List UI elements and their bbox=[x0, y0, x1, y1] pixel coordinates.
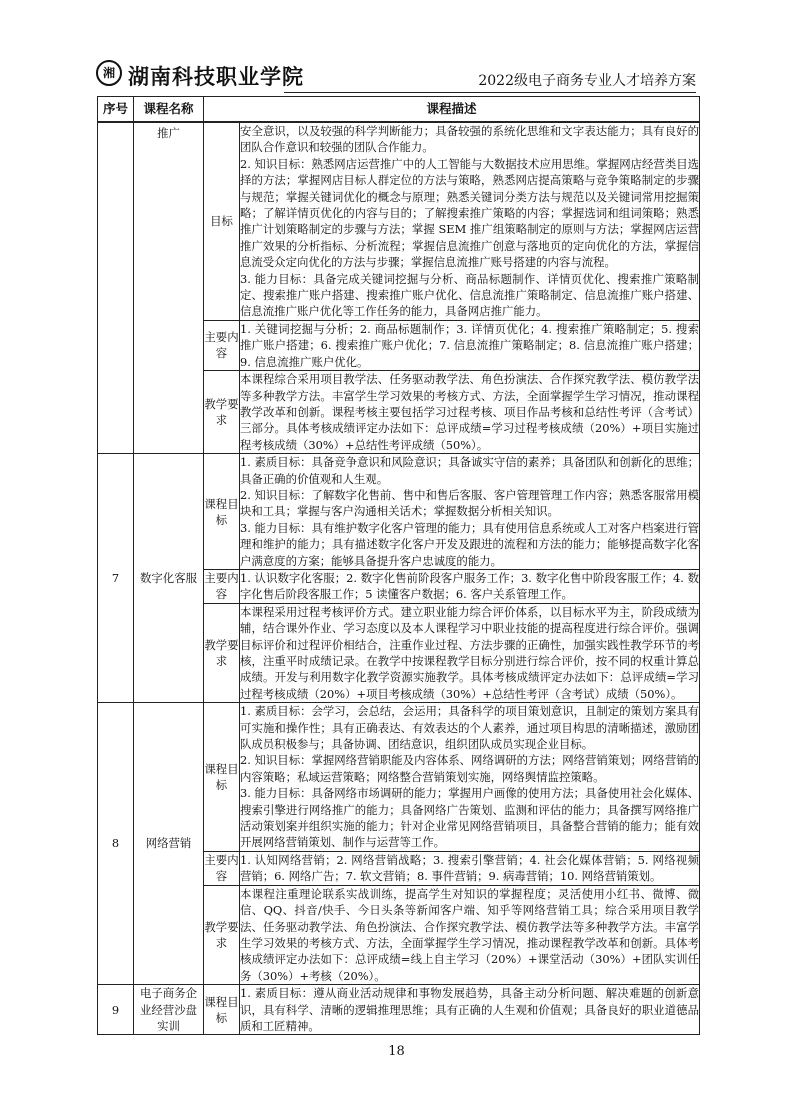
course-name: 电子商务企业经营沙盘实训 bbox=[140, 986, 197, 1033]
section-label: 课程目标 bbox=[204, 454, 240, 570]
course-number: 8 bbox=[98, 703, 134, 985]
document-title: 2022级电子商务专业人才培养方案 bbox=[478, 73, 696, 89]
table-row bbox=[98, 454, 700, 570]
description-paragraph: 1. 素质目标：具备竞争意识和风险意识；具备诚实守信的素养；具备团队和创新化的思维；具备正确的价值观和人生观。 bbox=[240, 455, 700, 486]
description-paragraph: 3. 能力目标：具备网络市场调研的能力；掌握用户画像的使用方法；具备使用社会化媒体、搜索引擎进行网络推广的能力；具备网络广告策划、监测和评估的能力；具备撰写网络推广活动策划案并组织实施的能力；针对企业常见网络营销项目，具备整合营销的能力；能有效开展网络营销策划、制作与运营等工作。 bbox=[240, 786, 700, 850]
description-paragraph: 本课程采用过程考核评价方式。建立职业能力综合评价体系，以目标水平为主，阶段成绩为辅，结合课外作业、学习态度以及本人课程学习中职业技能的提高程度进行综合评价。强调目标评价和过程评价相结合，注重作业过程、方法步骤的正确性，加强实践性教学环节的考核，注重平时成绩记录。在教学中按课程教学目标分别进行综合评价，按不同的权重计算总成绩。开发与利用数字化教学资源实施教学。具体考核成绩评定办法如下：总评成绩=学习过程考核成绩（20%）+项目考核成绩（30%）+总结性考评（含考试）成绩（50%）。 bbox=[240, 604, 700, 701]
header-description: 课程描述 bbox=[204, 97, 700, 123]
description-paragraph: 3. 能力目标：具有维护数字化客户管理的能力；具有使用信息系统或人工对客户档案进行管理和维护的能力；具有描述数字化客户开发及跟进的流程和方法的能力；能够提高数字化客户满意度的方案；能够具备提升客户忠诚度的能力。 bbox=[240, 520, 700, 568]
section-description bbox=[240, 371, 700, 454]
table-row bbox=[98, 703, 700, 852]
section-label: 教学要求 bbox=[204, 603, 240, 702]
course-name-cell bbox=[134, 122, 204, 454]
section-description bbox=[240, 885, 700, 984]
section-label: 主要内容 bbox=[204, 571, 239, 602]
section-description bbox=[240, 320, 700, 370]
description-paragraph: 1. 素质目标：会学习，会总结，会运用；具备科学的项目策划意识，且制定的策划方案具有可实施和操作性；具有正确表达、有效表达的个人素养，通过项目构思的清晰描述，激励团队成员积极参与；具备协调、团结意识，组织团队成员实现企业目标。 bbox=[240, 704, 700, 752]
school-name: 湖南科技职业学院 bbox=[128, 64, 304, 89]
course-table bbox=[97, 96, 700, 1035]
page-number: 18 bbox=[388, 1044, 405, 1059]
course-name: 数字化客服 bbox=[140, 570, 197, 585]
course-name-cell bbox=[134, 454, 204, 703]
section-label: 主要内容 bbox=[204, 320, 240, 370]
description-paragraph: 1. 素质目标：遵从商业活动规律和事物发展趋势，具备主动分析问题、解决难题的创新意识，具有科学、清晰的逻辑推理思维；具有正确的人生观和价值观；具备良好的职业道德品质和工匠精神。 bbox=[240, 986, 700, 1033]
section-description bbox=[240, 603, 700, 702]
section-label: 目标 bbox=[204, 122, 240, 320]
description-paragraph: 本课程综合采用项目教学法、任务驱动教学法、角色扮演法、合作探究教学法、模仿教学法等多种教学方法。丰富学生学习效果的考核方式、方法，全面掌握学生学习情况，推动课程教学改革和创新。课程考核主要包括学习过程考核、项目作品考核和总结性考评（含考试）三部分。具体考核成绩评定办法如下：总评成绩=学习过程考核成绩（20%）+项目实施过程考核成绩（30%）+总结性考评成绩（50%）。 bbox=[240, 372, 700, 452]
section-label: 教学要求 bbox=[204, 885, 240, 984]
description-paragraph: 本课程注重理论联系实战训练，提高学生对知识的掌握程度；灵活使用小红书、微博、微信、QQ、抖音/快手、今日头条等新闻客户端、知乎等网络营销工具；综合采用项目教学法、任务驱动教学法、角色扮演法、合作探究教学法、模仿教学法等多种教学方法。丰富学生学习效果的考核方式、方法，全面掌握学生学习情况，推动课程教学改革和创新。具体考核成绩评定办法如下：总评成绩=线上自主学习（20%）+课堂活动（30%）+团队实训任务（30%）+考核（20%）。 bbox=[240, 886, 700, 983]
table-row bbox=[98, 122, 700, 320]
section-description bbox=[240, 569, 700, 603]
section-description bbox=[240, 851, 700, 885]
header-course-name: 课程名称 bbox=[134, 97, 204, 123]
description-paragraph: 安全意识，以及较强的科学判断能力；具备较强的系统化思维和文字表达能力；具有良好的团队合作意识和较强的团队合作能力。 bbox=[240, 124, 700, 155]
section-label: 课程目标 bbox=[204, 703, 240, 852]
section-description bbox=[240, 703, 700, 852]
section-description bbox=[240, 122, 700, 320]
section-description bbox=[240, 985, 700, 1035]
course-name: 网络营销 bbox=[145, 836, 192, 851]
course-name-cell bbox=[134, 985, 204, 1035]
description-paragraph: 2. 知识目标：熟悉网店运营推广中的人工智能与大数据技术应用思维。掌握网店经营类目选择的方法；掌握网店目标人群定位的方法与策略，熟悉网店提高策略与竞争策略制定的步骤与规范；掌握关键词优化的概念与原理；熟悉关键词分类方法与规范以及关键词常用挖掘策略；了解详情页优化的内容与目的；了解搜索推广策略的内容；掌握选词和组词策略；熟悉推广计划策略制定的步骤与方法；掌握 SEM 推广组策略制定的原则与方法；掌握网店运营推广效果的分析指标、分析流程；掌握信息流推广创意与落地页的定向优化的方法，掌握信息流受众定向优化的方法与步骤；掌握信息流推广账号搭建的内容与流程。 bbox=[240, 156, 700, 270]
table-row bbox=[98, 985, 700, 1035]
course-number bbox=[98, 122, 134, 454]
section-description bbox=[240, 454, 700, 570]
description-paragraph: 3. 能力目标：具备完成关键词挖掘与分析、商品标题制作、详情页优化、搜索推广策略制定、搜索推广账户搭建、搜索推广账户优化、信息流推广策略制定、信息流推广账户搭建、信息流推广账户优化等工作任务的能力，具备网店推广能力。 bbox=[240, 271, 700, 319]
description-paragraph: 1. 认知网络营销；2. 网络营销战略；3. 搜索引擎营销；4. 社会化媒体营销；5. 网络视频营销；6. 网络广告；7. 软文营销；8. 事件营销；9. 病毒营销；10. 网络营销策划。 bbox=[240, 852, 700, 884]
section-label: 教学要求 bbox=[204, 371, 240, 454]
description-paragraph: 2. 知识目标：掌握网络营销职能及内容体系、网络调研的方法；网络营销策划；网络营销的内容策略；私域运营策略；网络整合营销策划实施，网络舆情监控策略。 bbox=[240, 753, 700, 784]
section-label: 主要内容 bbox=[204, 853, 239, 884]
course-name: 推广 bbox=[157, 126, 180, 140]
table-header-row bbox=[98, 97, 700, 123]
table-body bbox=[98, 122, 700, 1035]
description-paragraph: 1. 关键词挖掘与分析；2. 商品标题制作；3. 详情页优化；4. 搜索推广策略制定；5. 搜索推广账户搭建；6. 搜索推广账户优化；7. 信息流推广策略制定；8. 信息流推广账户搭建；9. 信息流推广账户优化。 bbox=[240, 321, 700, 369]
school-logo-icon: 湘 bbox=[96, 60, 122, 86]
course-number: 9 bbox=[98, 985, 134, 1035]
description-paragraph: 2. 知识目标：了解数字化售前、售中和售后客服、客户管理管理工作内容；熟悉客服常用模块和工具；掌握与客户沟通相关话术；掌握数据分析相关知识。 bbox=[240, 487, 700, 519]
course-number: 7 bbox=[98, 454, 134, 703]
description-paragraph: 1. 认识数字化客服；2. 数字化售前阶段客户服务工作；3. 数字化售中阶段客服工作；4. 数字化售后阶段客服工作；5 读懂客户数据；6. 客户关系管理工作。 bbox=[240, 570, 700, 602]
page-header bbox=[96, 56, 696, 96]
header-rule bbox=[284, 92, 696, 93]
header-no: 序号 bbox=[98, 97, 134, 123]
course-name-cell bbox=[134, 703, 204, 985]
section-label: 课程目标 bbox=[204, 985, 240, 1035]
